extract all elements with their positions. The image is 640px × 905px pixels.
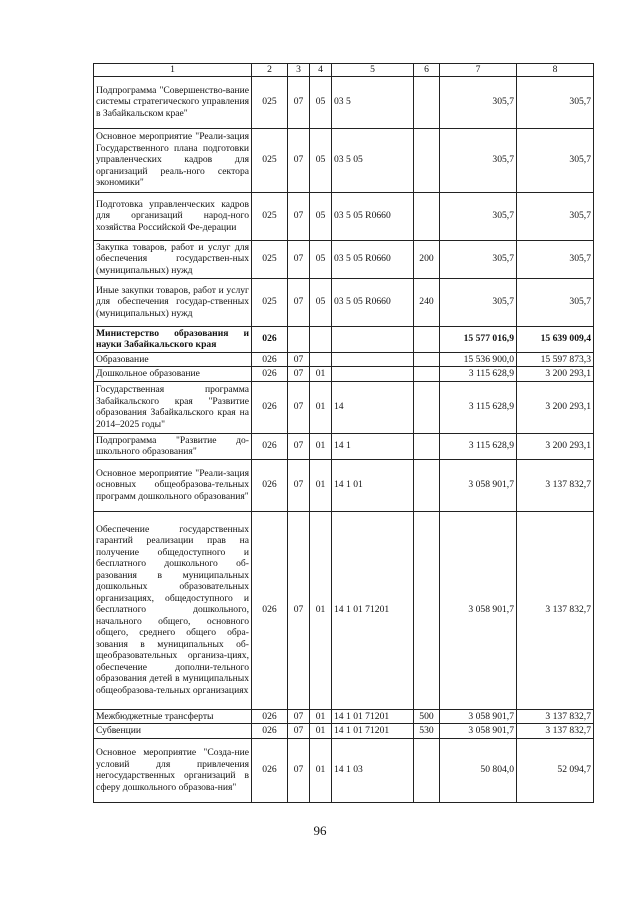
- amount-col8-cell: 3 137 832,7: [517, 511, 594, 709]
- gr-code-cell: 025: [252, 278, 288, 326]
- vr-code-cell: 500: [414, 709, 440, 724]
- table-row: [94, 352, 594, 367]
- header-cell: 8: [517, 64, 594, 77]
- table-row: [94, 709, 594, 724]
- amount-col8-cell: 305,7: [517, 278, 594, 326]
- csr-code-cell: [332, 352, 414, 367]
- gr-code-cell: 025: [252, 76, 288, 128]
- table-row: [94, 278, 594, 326]
- header-cell: 7: [440, 64, 517, 77]
- gr-code-cell: 026: [252, 352, 288, 367]
- vr-code-cell: [414, 192, 440, 240]
- amount-col8-cell: 52 094,7: [517, 738, 594, 802]
- table-row: [94, 724, 594, 739]
- header-cell: 3: [288, 64, 310, 77]
- amount-col7-cell: 3 115 628,9: [440, 367, 517, 382]
- pr-code-cell: [310, 352, 332, 367]
- rz-code-cell: 07: [288, 128, 310, 192]
- table-row: [94, 240, 594, 278]
- row-name-cell: Образование: [94, 352, 252, 367]
- table-row: [94, 511, 594, 709]
- budget-table: [93, 63, 594, 803]
- csr-code-cell: 14 1 01 71201: [332, 511, 414, 709]
- csr-code-cell: 14 1: [332, 433, 414, 459]
- row-name-cell: Обеспечение государственных гарантий реализации прав на получение общедоступного и бесплатного дошкольного об-разования в муниципальных дошкольных образовательных организациях, общедоступного и бесплатного дошкольного, начального общего, основного общего, среднего общего обра-зования в муниципальных об-щеобразовательных организа-циях, обеспечение дополни-тельного образования детей в муниципальных общеобразова-тельных организациях: [94, 511, 252, 709]
- header-cell: 4: [310, 64, 332, 77]
- rz-code-cell: 07: [288, 381, 310, 433]
- table-header-row: [94, 64, 594, 77]
- amount-col7-cell: 3 058 901,7: [440, 511, 517, 709]
- csr-code-cell: 14: [332, 381, 414, 433]
- row-name-cell: Закупка товаров, работ и услуг для обеспечения государствен-ных (муниципальных) нужд: [94, 240, 252, 278]
- csr-code-cell: 03 5 05: [332, 128, 414, 192]
- gr-code-cell: 026: [252, 381, 288, 433]
- csr-code-cell: 03 5 05 R0660: [332, 240, 414, 278]
- header-cell: 1: [94, 64, 252, 77]
- pr-code-cell: 01: [310, 511, 332, 709]
- amount-col8-cell: 3 200 293,1: [517, 367, 594, 382]
- table-row: [94, 192, 594, 240]
- vr-code-cell: [414, 367, 440, 382]
- row-name-cell: Основное мероприятие "Реали-зация Государственного плана подготовки управленческих кадров для организаций реаль-ного сектора экономики": [94, 128, 252, 192]
- amount-col8-cell: 15 597 873,3: [517, 352, 594, 367]
- rz-code-cell: 07: [288, 459, 310, 511]
- amount-col7-cell: 305,7: [440, 278, 517, 326]
- table-row: [94, 459, 594, 511]
- vr-code-cell: [414, 511, 440, 709]
- table-row: [94, 381, 594, 433]
- amount-col7-cell: 3 058 901,7: [440, 724, 517, 739]
- page-number: 96: [313, 823, 327, 838]
- amount-col7-cell: 305,7: [440, 128, 517, 192]
- row-name-cell: Основное мероприятие "Созда-ние условий для привлечения негосударственных организаций в сферу дошкольного образова-ния": [94, 738, 252, 802]
- rz-code-cell: [288, 326, 310, 352]
- vr-code-cell: 200: [414, 240, 440, 278]
- rz-code-cell: 07: [288, 278, 310, 326]
- row-name-cell: Межбюджетные трансферты: [94, 709, 252, 724]
- table-row: [94, 128, 594, 192]
- amount-col8-cell: 305,7: [517, 128, 594, 192]
- rz-code-cell: 07: [288, 352, 310, 367]
- csr-code-cell: [332, 367, 414, 382]
- amount-col8-cell: 3 137 832,7: [517, 459, 594, 511]
- amount-col8-cell: 3 137 832,7: [517, 709, 594, 724]
- pr-code-cell: 01: [310, 381, 332, 433]
- amount-col8-cell: 15 639 009,4: [517, 326, 594, 352]
- pr-code-cell: 05: [310, 192, 332, 240]
- rz-code-cell: 07: [288, 240, 310, 278]
- row-name-cell: Дошкольное образование: [94, 367, 252, 382]
- rz-code-cell: 07: [288, 724, 310, 739]
- amount-col7-cell: 15 536 900,0: [440, 352, 517, 367]
- gr-code-cell: 026: [252, 433, 288, 459]
- gr-code-cell: 026: [252, 367, 288, 382]
- csr-code-cell: 03 5 05 R0660: [332, 278, 414, 326]
- csr-code-cell: 14 1 03: [332, 738, 414, 802]
- row-name-cell: Подготовка управленческих кадров для организаций народ-ного хозяйства Российской Фе-дерации: [94, 192, 252, 240]
- vr-code-cell: [414, 459, 440, 511]
- pr-code-cell: 05: [310, 240, 332, 278]
- csr-code-cell: [332, 326, 414, 352]
- amount-col8-cell: 305,7: [517, 192, 594, 240]
- amount-col7-cell: 305,7: [440, 76, 517, 128]
- vr-code-cell: [414, 433, 440, 459]
- rz-code-cell: 07: [288, 511, 310, 709]
- table-row: [94, 738, 594, 802]
- pr-code-cell: 05: [310, 128, 332, 192]
- gr-code-cell: 026: [252, 724, 288, 739]
- csr-code-cell: 03 5 05 R0660: [332, 192, 414, 240]
- pr-code-cell: 01: [310, 433, 332, 459]
- table-row: [94, 76, 594, 128]
- amount-col8-cell: 3 200 293,1: [517, 433, 594, 459]
- vr-code-cell: [414, 352, 440, 367]
- rz-code-cell: 07: [288, 709, 310, 724]
- amount-col7-cell: 3 058 901,7: [440, 459, 517, 511]
- table-row: [94, 433, 594, 459]
- vr-code-cell: 240: [414, 278, 440, 326]
- rz-code-cell: 07: [288, 738, 310, 802]
- gr-code-cell: 026: [252, 709, 288, 724]
- pr-code-cell: 01: [310, 738, 332, 802]
- pr-code-cell: [310, 326, 332, 352]
- table-row: [94, 326, 594, 352]
- amount-col7-cell: 305,7: [440, 192, 517, 240]
- pr-code-cell: 01: [310, 709, 332, 724]
- row-name-cell: Основное мероприятие "Реали-зация основных общеобразова-тельных программ дошкольного образования": [94, 459, 252, 511]
- csr-code-cell: 14 1 01: [332, 459, 414, 511]
- row-name-cell: Иные закупки товаров, работ и услуг для обеспечения государ-ственных (муниципальных) нужд: [94, 278, 252, 326]
- gr-code-cell: 026: [252, 511, 288, 709]
- row-name-cell: Министерство образования и науки Забайкальского края: [94, 326, 252, 352]
- table-body: [94, 64, 594, 803]
- rz-code-cell: 07: [288, 76, 310, 128]
- pr-code-cell: 01: [310, 367, 332, 382]
- row-name-cell: Подпрограмма "Развитие до-школьного образования": [94, 433, 252, 459]
- pr-code-cell: 01: [310, 724, 332, 739]
- rz-code-cell: 07: [288, 433, 310, 459]
- row-name-cell: Государственная программа Забайкальского края "Развитие образования Забайкальского края на 2014–2025 годы": [94, 381, 252, 433]
- gr-code-cell: 026: [252, 738, 288, 802]
- vr-code-cell: [414, 738, 440, 802]
- csr-code-cell: 03 5: [332, 76, 414, 128]
- amount-col8-cell: 3 200 293,1: [517, 381, 594, 433]
- amount-col7-cell: 305,7: [440, 240, 517, 278]
- amount-col8-cell: 305,7: [517, 76, 594, 128]
- gr-code-cell: 025: [252, 192, 288, 240]
- amount-col7-cell: 3 058 901,7: [440, 709, 517, 724]
- vr-code-cell: [414, 381, 440, 433]
- vr-code-cell: [414, 326, 440, 352]
- pr-code-cell: 05: [310, 76, 332, 128]
- amount-col8-cell: 305,7: [517, 240, 594, 278]
- amount-col8-cell: 3 137 832,7: [517, 724, 594, 739]
- gr-code-cell: 026: [252, 459, 288, 511]
- table-row: [94, 367, 594, 382]
- vr-code-cell: 530: [414, 724, 440, 739]
- csr-code-cell: 14 1 01 71201: [332, 709, 414, 724]
- amount-col7-cell: 3 115 628,9: [440, 381, 517, 433]
- header-cell: 5: [332, 64, 414, 77]
- amount-col7-cell: 3 115 628,9: [440, 433, 517, 459]
- row-name-cell: Субвенции: [94, 724, 252, 739]
- header-cell: 2: [252, 64, 288, 77]
- gr-code-cell: 026: [252, 326, 288, 352]
- pr-code-cell: 01: [310, 459, 332, 511]
- vr-code-cell: [414, 76, 440, 128]
- csr-code-cell: 14 1 01 71201: [332, 724, 414, 739]
- gr-code-cell: 025: [252, 240, 288, 278]
- gr-code-cell: 025: [252, 128, 288, 192]
- rz-code-cell: 07: [288, 192, 310, 240]
- rz-code-cell: 07: [288, 367, 310, 382]
- amount-col7-cell: 50 804,0: [440, 738, 517, 802]
- header-cell: 6: [414, 64, 440, 77]
- pr-code-cell: 05: [310, 278, 332, 326]
- row-name-cell: Подпрограмма "Совершенство-вание системы стратегического управления в Забайкальском крае": [94, 76, 252, 128]
- vr-code-cell: [414, 128, 440, 192]
- amount-col7-cell: 15 577 016,9: [440, 326, 517, 352]
